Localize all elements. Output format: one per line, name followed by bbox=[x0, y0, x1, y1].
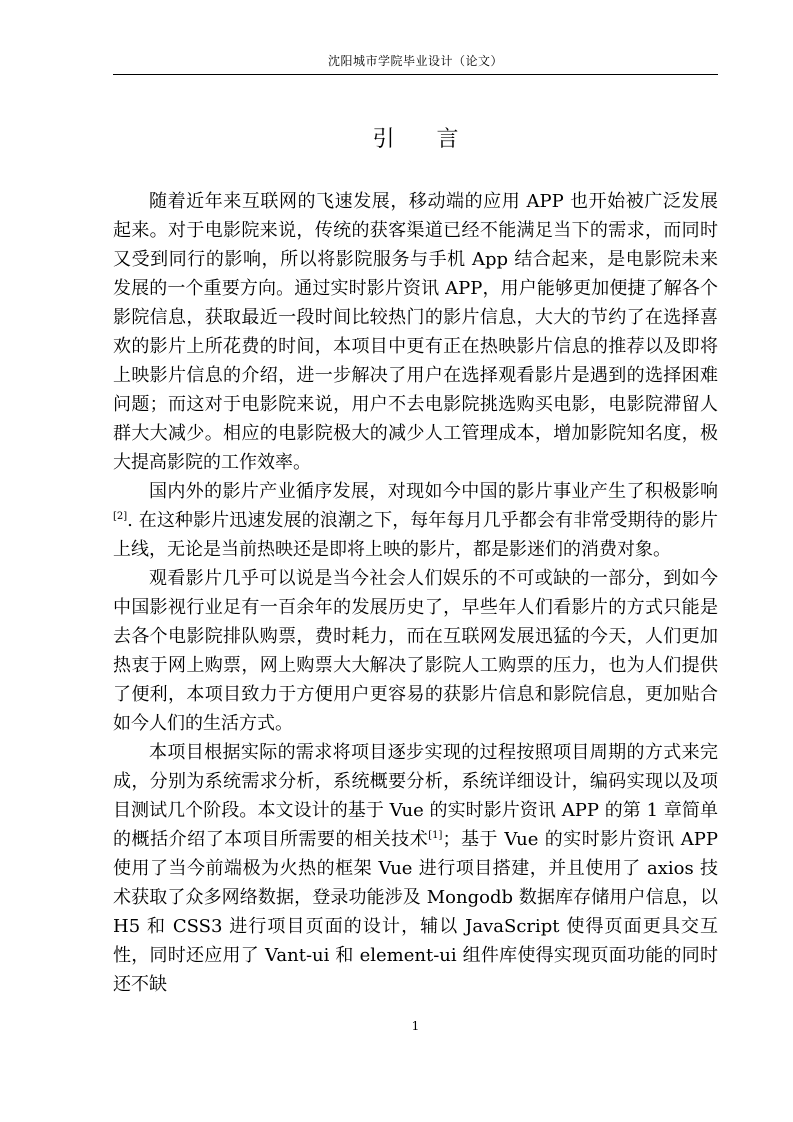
paragraph-4 bbox=[113, 738, 718, 999]
section-title-char-2: 言 bbox=[436, 127, 459, 152]
paragraph-3: 观看影片几乎可以说是当今社会人们娱乐的不可或缺的一部分，到如今中国影视行业足有一百余年的发展历史了，早些年人们看影片的方式只能是去各个电影院排队购票，费时耗力，而在互联网发展迅猛的今天，人们更加热衷于网上购票，网上购票大大解决了影院人工购票的压力，也为人们提供了便利，本项目致力于方便用户更容易的获影片信息和影院信息，更加贴合如今人们的生活方式。 bbox=[113, 568, 718, 734]
page-number: 1 bbox=[411, 1019, 420, 1033]
paragraph-4-text-after-citation: ；基于 Vue 的实时影片资讯 APP 使用了当今前端极为火热的框架 Vue 进行项目搭建，并且使用了 axios 技术获取了众多网络数据，登录功能涉及 Mongodb 数据库存储用户信息，以 H5 和 CSS3 进行项目页面的设计，辅以 JavaScript 使得页面更具交互性，同时还应用了 Vant-ui 和 element-ui 组件库使得实现页面功能的同时还不缺 bbox=[113, 829, 718, 995]
paragraph-2 bbox=[113, 477, 718, 564]
paragraph-2-text-before-citation: 国内外的影片产业循序发展，对现如今中国的影片事业产生了积极影响 bbox=[149, 481, 718, 502]
body-text bbox=[113, 187, 718, 999]
paragraph-4-text-before-citation: 本项目根据实际的需求将项目逐步实现的过程按照项目周期的方式来完成，分别为系统需求分析，系统概要分析，系统详细设计，编码实现以及项目测试几个阶段。本文设计的基于 Vue 的实时影片资讯 APP 的第 1 章简单的概括介绍了本项目所需要的相关技术 bbox=[113, 742, 718, 850]
paragraph-2-text-after-citation: . 在这种影片迅速发展的浪潮之下，每年每月几乎都会有非常受期待的影片上线，无论是当前热映还是即将上映的影片，都是影迷们的消费对象。 bbox=[113, 510, 718, 560]
running-header: 沈阳城市学院毕业设计（论文） bbox=[327, 54, 503, 68]
paragraph-1: 随着近年来互联网的飞速发展，移动端的应用 APP 也开始被广泛发展起来。对于电影院来说，传统的获客渠道已经不能满足当下的需求，而同时又受到同行的影响，所以将影院服务与手机 App 结合起来，是电影院未来发展的一个重要方向。通过实时影片资讯 APP，用户能够更加便捷了解各个影院信息，获取最近一段时间比较热门的影片信息，大大的节约了在选择喜欢的影片上所花费的时间，本项目中更有正在热映影片信息的推荐以及即将上映影片信息的介绍，进一步解决了用户在选择观看影片是遇到的选择困难问题；而这对于电影院来说，用户不去电影院挑选购买电影，电影院滞留人群大大减少。相应的电影院极大的减少人工管理成本，增加影院知名度，极大提高影院的工作效率。 bbox=[113, 191, 718, 473]
section-title bbox=[113, 124, 718, 156]
header-rule bbox=[113, 74, 718, 75]
citation-ref-1: [1] bbox=[428, 830, 443, 841]
section-title-char-1: 引 bbox=[372, 127, 395, 152]
citation-ref-2: [2] bbox=[113, 511, 128, 522]
